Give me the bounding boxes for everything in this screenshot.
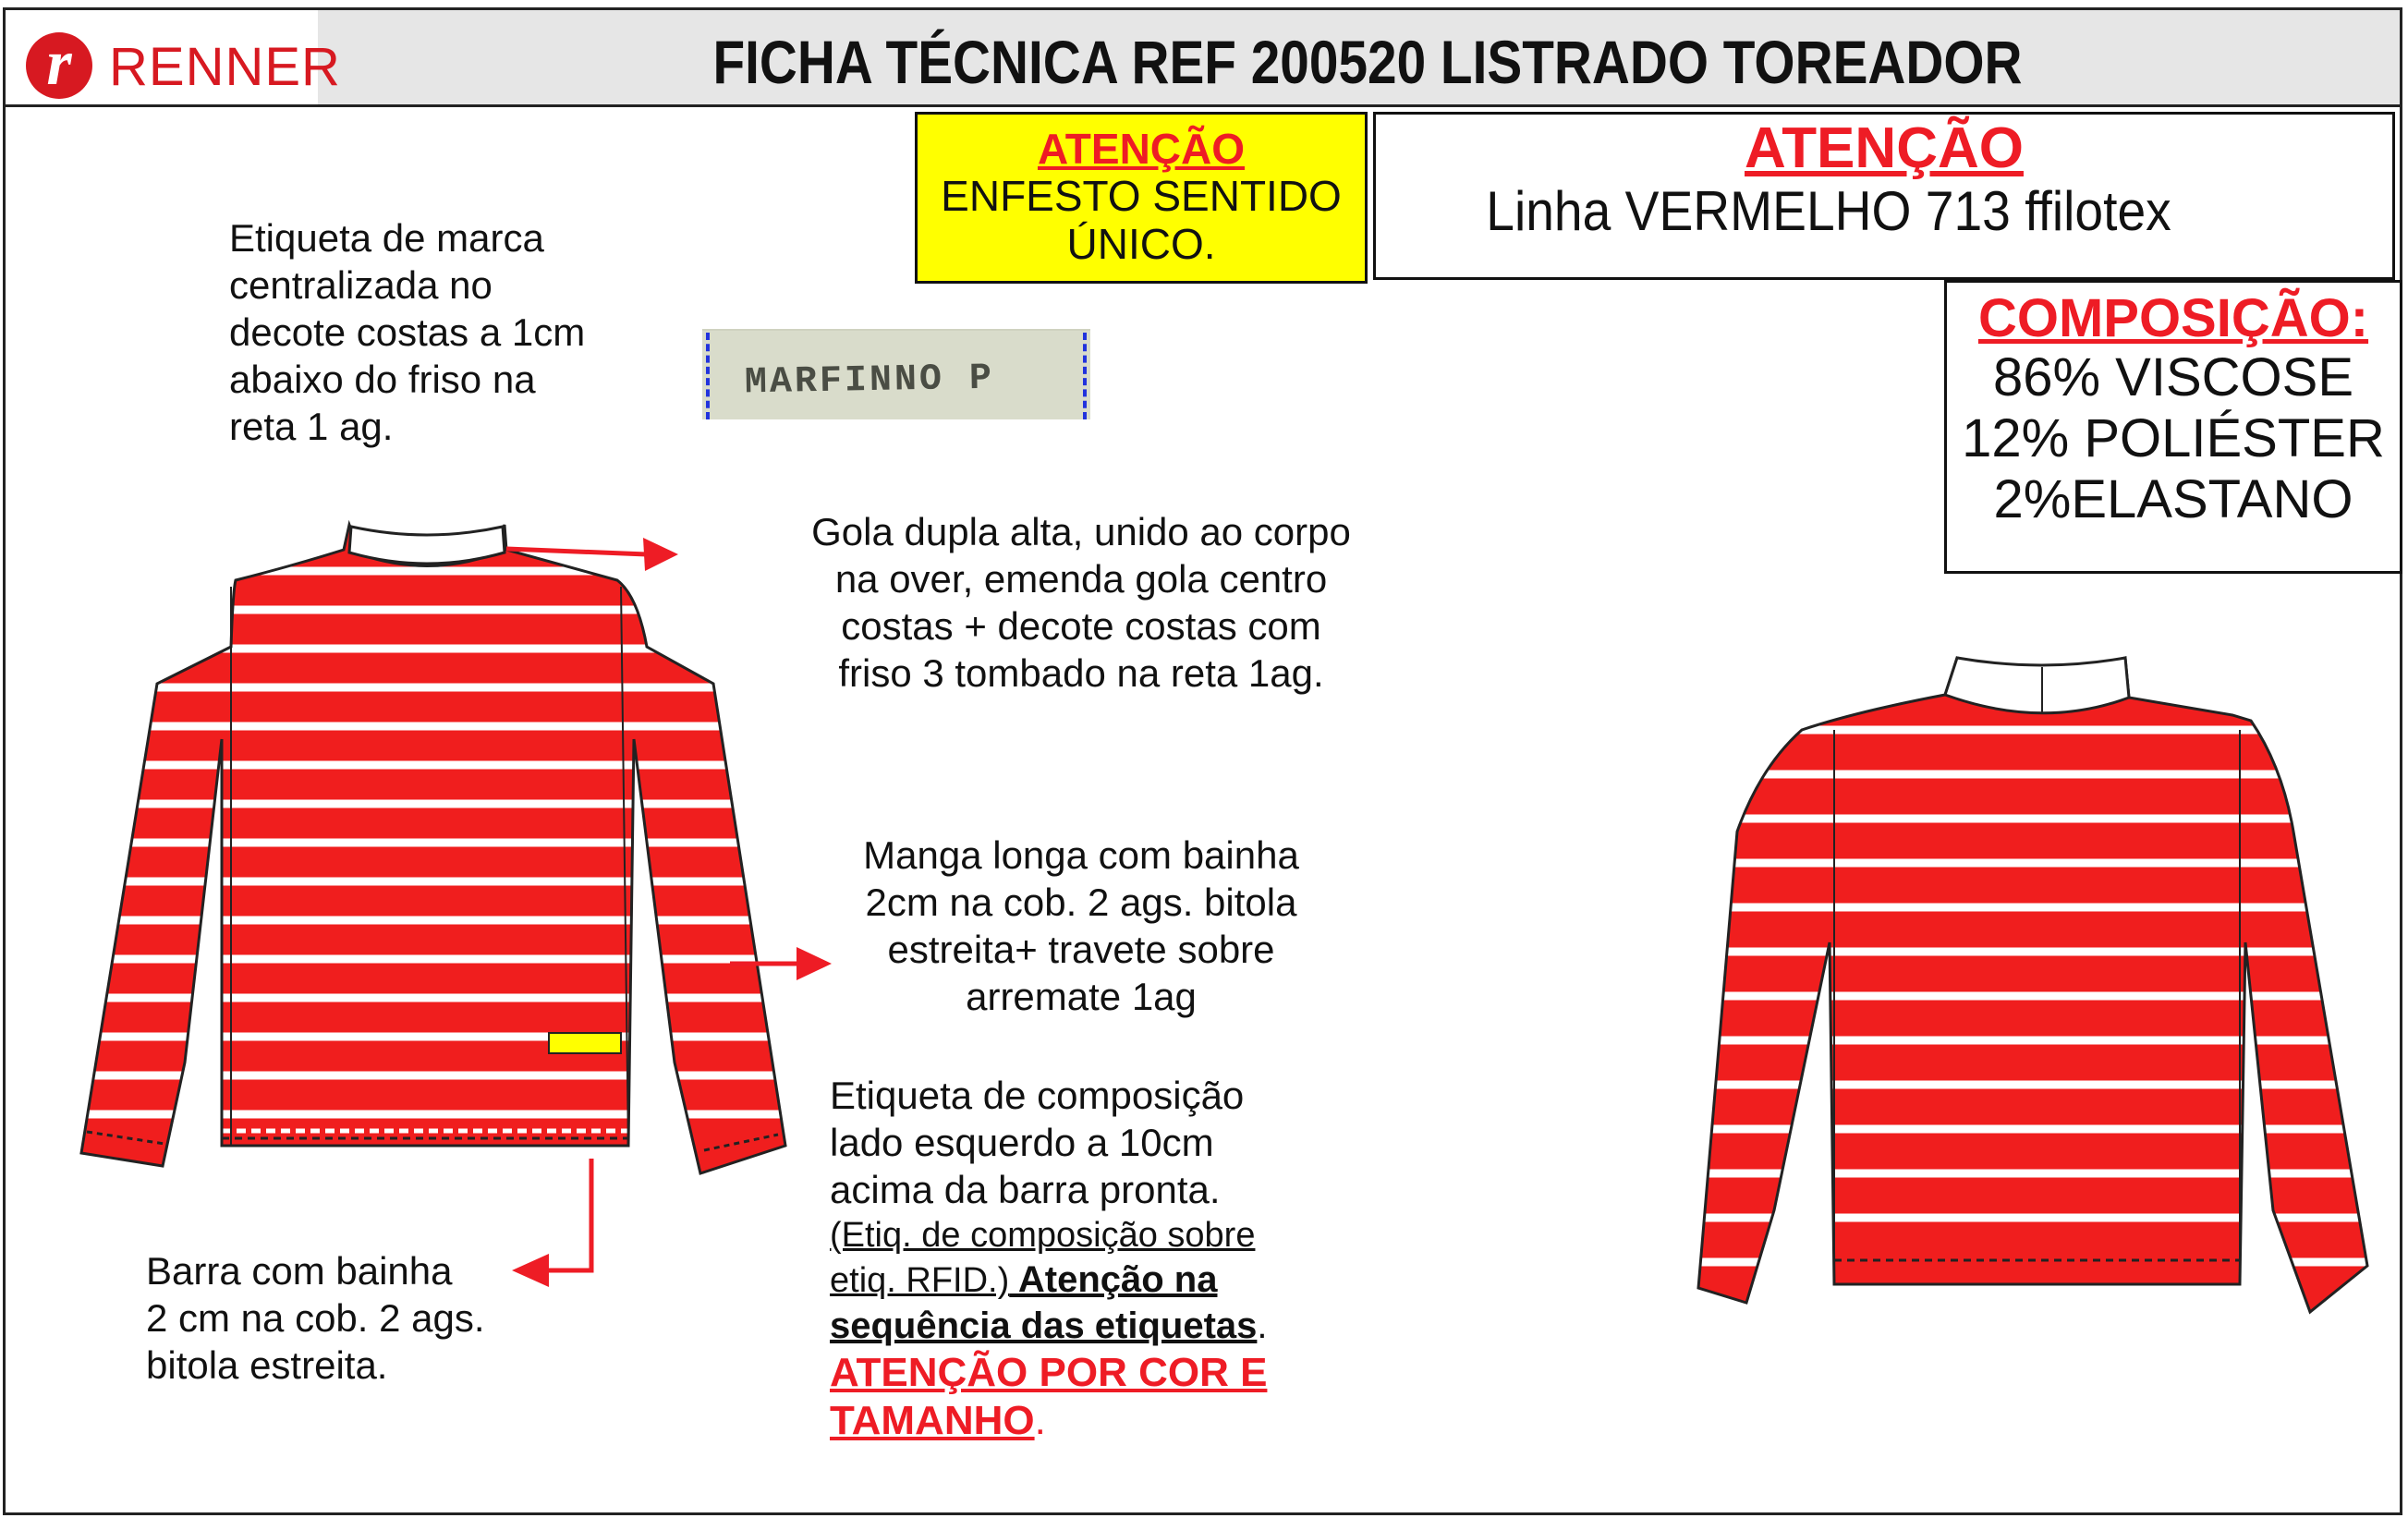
note-line: Barra com bainha <box>146 1249 453 1293</box>
composition-item: 2%ELASTANO <box>1993 469 2353 529</box>
note-line: costas + decote costas com <box>841 604 1321 648</box>
attention-thread-line: Linha VERMELHO 713 ffilotex <box>1486 180 2171 242</box>
note-red: TAMANHO <box>830 1398 1035 1443</box>
page-title: FICHA TÉCNICA REF 200520 LISTRADO TOREADOR <box>712 28 2023 96</box>
attention-spread-line2: ÚNICO. <box>1066 220 1216 268</box>
composition-label-marker <box>549 1033 621 1053</box>
note-punct: . <box>1034 1398 1046 1443</box>
note-line: reta 1 ag. <box>229 405 394 448</box>
attention-spread-heading: ATENÇÃO <box>1037 125 1246 173</box>
back-collar <box>1945 658 2129 713</box>
note-underlined: (Etiq. de composição sobre <box>830 1216 1256 1255</box>
logo-mark: r <box>46 28 72 99</box>
note-bold: sequência das etiquetas <box>830 1305 1258 1346</box>
sleeve-arrow-head <box>797 947 832 980</box>
note-red: ATENÇÃO POR COR E <box>830 1350 1268 1395</box>
note-line: 2 cm na cob. 2 ags. <box>146 1296 485 1340</box>
note-line: centralizada no <box>229 263 493 307</box>
note-line: Gola dupla alta, unido ao corpo <box>811 510 1351 553</box>
note-line: 2cm na cob. 2 ags. bitola <box>865 880 1297 924</box>
attention-spread-line1: ENFESTO SENTIDO <box>941 172 1342 220</box>
note-bold: Atenção na <box>1009 1259 1218 1300</box>
note-line: abaixo do friso na <box>229 358 536 401</box>
note-line: acima da barra pronta. <box>830 1168 1221 1211</box>
note-punct: . <box>1257 1305 1268 1346</box>
note-line: arremate 1ag <box>966 975 1197 1018</box>
brand-label-text: MARFINNO P <box>744 358 995 405</box>
collar-arrow-head <box>643 538 678 571</box>
note-line: Etiqueta de marca <box>229 216 544 260</box>
note-line: na over, emenda gola centro <box>834 557 1328 601</box>
note-line: Manga longa com bainha <box>863 833 1299 877</box>
attention-thread-heading: ATENÇÃO <box>1745 116 2024 180</box>
hem-arrow-head <box>512 1254 549 1287</box>
composition-heading: COMPOSIÇÃO: <box>1977 288 2369 348</box>
front-garment <box>55 508 813 1192</box>
note-line: bitola estreita. <box>146 1343 388 1387</box>
note-line: friso 3 tombado na reta 1ag. <box>838 651 1324 695</box>
note-underlined: etiq. RFID.) <box>830 1261 1010 1300</box>
composition-item: 12% POLIÉSTER <box>1962 408 2385 468</box>
collar-arrow <box>506 549 647 554</box>
composition-item: 86% VISCOSE <box>1992 347 2354 407</box>
hem-arrow <box>547 1159 591 1270</box>
note-line: decote costas a 1cm <box>229 310 586 354</box>
front-stripes <box>55 571 813 1114</box>
back-hem-band <box>1834 1251 2241 1284</box>
note-line: estreita+ travete sobre <box>887 928 1275 971</box>
note-line: lado esquerdo a 10cm <box>830 1121 1214 1164</box>
logo-text: RENNER <box>109 37 341 97</box>
front-hem-band <box>222 1123 628 1152</box>
note-line: Etiqueta de composição <box>830 1074 1245 1117</box>
front-collar <box>349 527 505 564</box>
